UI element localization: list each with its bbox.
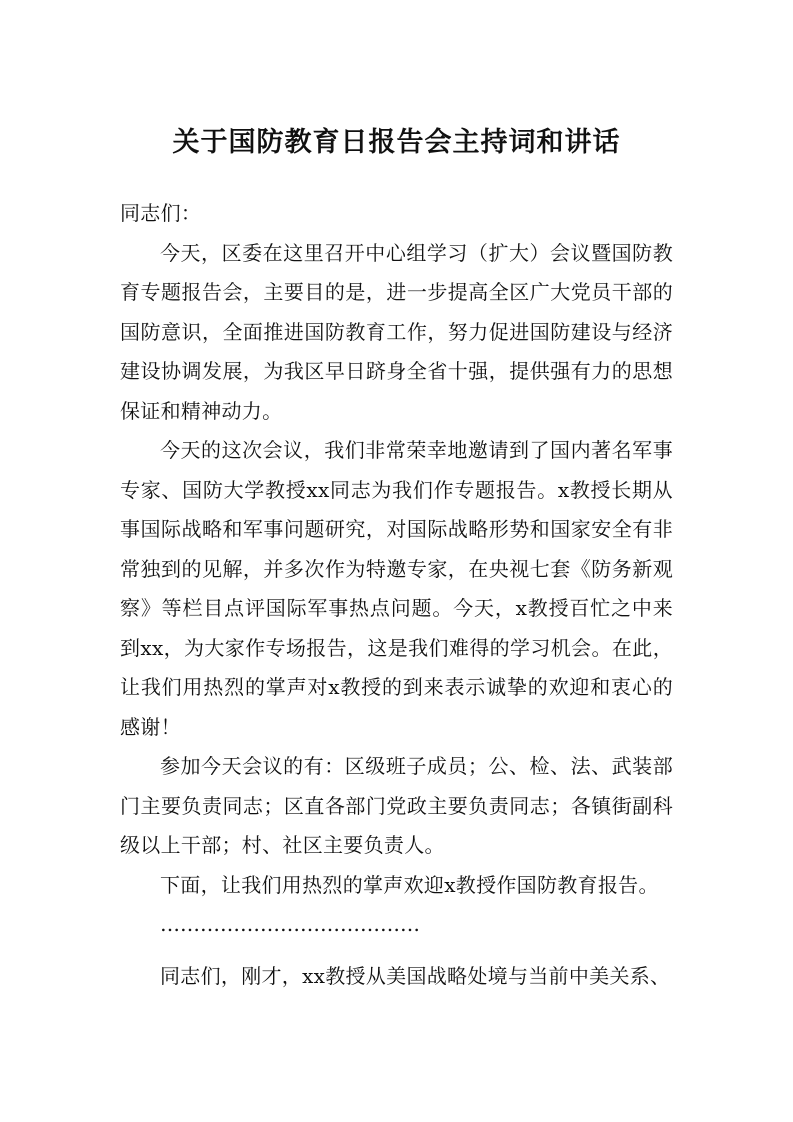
paragraph-closing: 同志们，刚才，xx教授从美国战略处境与当前中美关系、 <box>160 963 671 988</box>
document-title: 关于国防教育日报告会主持词和讲话 <box>172 127 621 158</box>
paragraph-speaker-intro: 今天的这次会议，我们非常荣幸地邀请到了国内著名军事专家、国防大学教授xx同志为我们作专题报告。x教授长期从事国际战略和军事问题研究，对国际战略形势和国家安全有非常独到的见解，并多次作为特邀专家，在央视七套《防务新观察》等栏目点评国际军事热点问题。今天，x教授百忙之中来到xx，为大家作专场报告，这是我们难得的学习机会。在此，让我们用热烈的掌声对x教授的到来表示诚挚的欢迎和衷心的感谢！ <box>120 438 673 739</box>
paragraph-welcome: 下面，让我们用热烈的掌声欢迎x教授作国防教育报告。 <box>160 872 659 897</box>
greeting: 同志们： <box>120 201 202 225</box>
document-body <box>120 194 673 996</box>
separator-dots: ………………………………… <box>160 912 420 936</box>
paragraph-opening: 今天，区委在这里召开中心组学习（扩大）会议暨国防教育专题报告会，主要目的是，进一步提高全区广大党员干部的国防意识，全面推进国防教育工作，努力促进国防建设与经济建设协调发展，为我区早日跻身全省十强，提供强有力的思想保证和精神动力。 <box>120 240 673 423</box>
paragraph-attendees: 参加今天会议的有：区级班子成员；公、检、法、武装部门主要负责同志；区直各部门党政主要负责同志；各镇街副科级以上干部；村、社区主要负责人。 <box>120 754 673 857</box>
